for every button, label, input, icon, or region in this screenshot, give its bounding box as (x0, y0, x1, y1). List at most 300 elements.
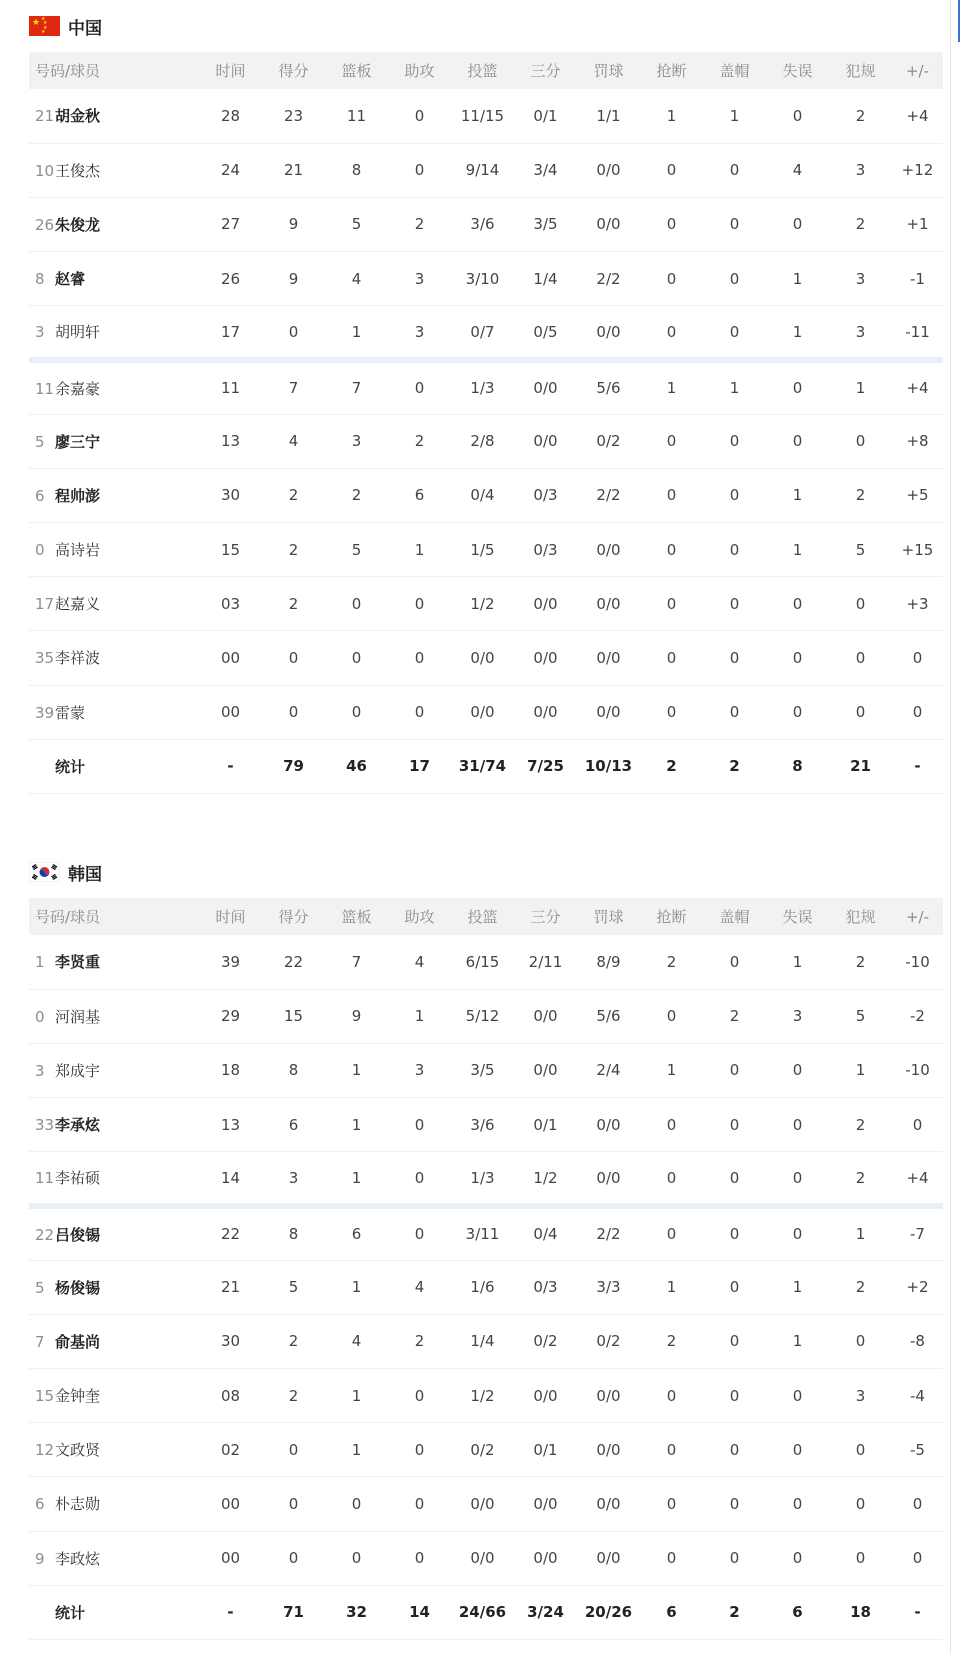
stat-assists: 0 (388, 577, 451, 631)
stat-turnovers: 0 (766, 1098, 829, 1152)
stat-assists: 3 (388, 306, 451, 360)
stat-turnovers: 0 (766, 1423, 829, 1477)
player-row (29, 89, 943, 143)
team-header (29, 846, 923, 898)
stat-points: 23 (262, 89, 325, 143)
team-name: 中国 (68, 18, 102, 39)
stat-plus-minus: -7 (892, 1206, 943, 1260)
stat-rebounds: 9 (325, 989, 388, 1043)
stat-plus-minus: -11 (892, 306, 943, 360)
player-name-link[interactable]: 杨俊锡 (55, 1278, 101, 1297)
column-header-free-throws: 罚球 (593, 62, 624, 80)
stat-field-goals: 1/2 (451, 577, 514, 631)
stat-plus-minus: +4 (892, 360, 943, 414)
player-cell (29, 577, 199, 631)
page-edge-divider (950, 0, 951, 1653)
total-points: 79 (262, 739, 325, 793)
stat-field-goals: 9/14 (451, 143, 514, 197)
stat-blocks: 0 (703, 1098, 766, 1152)
stats-table (29, 52, 943, 794)
player-name-link[interactable]: 李祐硕 (55, 1169, 101, 1188)
stat-fouls: 2 (829, 935, 892, 989)
stat-rebounds: 0 (325, 685, 388, 739)
player-row (29, 1043, 943, 1097)
stat-points: 15 (262, 989, 325, 1043)
team-total-row (29, 739, 943, 793)
stat-steals: 1 (640, 1260, 703, 1314)
stat-rebounds: 7 (325, 935, 388, 989)
player-cell (29, 631, 199, 685)
stat-turnovers: 1 (766, 306, 829, 360)
jersey-number: 26 (35, 215, 55, 234)
stat-steals: 0 (640, 414, 703, 468)
stat-blocks: 0 (703, 414, 766, 468)
stat-rebounds: 6 (325, 1206, 388, 1260)
stat-turnovers: 0 (766, 685, 829, 739)
stat-assists: 0 (388, 1152, 451, 1206)
stat-assists: 0 (388, 1206, 451, 1260)
stat-points: 8 (262, 1043, 325, 1097)
stat-free-throws: 0/0 (577, 685, 640, 739)
stat-turnovers: 1 (766, 1314, 829, 1368)
stat-turnovers: 1 (766, 935, 829, 989)
stat-three-pointers: 1/4 (514, 252, 577, 306)
total-minutes: - (199, 739, 262, 793)
stat-fouls: 5 (829, 523, 892, 577)
jersey-number: 3 (35, 323, 45, 342)
stat-steals: 0 (640, 1098, 703, 1152)
player-name-link[interactable]: 赵嘉义 (55, 595, 101, 614)
player-row (29, 631, 943, 685)
stat-three-pointers: 0/1 (514, 1423, 577, 1477)
player-row (29, 989, 943, 1043)
stat-points: 2 (262, 1369, 325, 1423)
stat-fouls: 0 (829, 1531, 892, 1585)
jersey-number: 9 (35, 1549, 45, 1568)
stat-blocks: 0 (703, 685, 766, 739)
stats-table (29, 898, 943, 1640)
stat-rebounds: 1 (325, 306, 388, 360)
stat-free-throws: 8/9 (577, 935, 640, 989)
stat-minutes: 28 (199, 89, 262, 143)
player-name-link[interactable]: 文政贤 (55, 1441, 101, 1460)
stat-steals: 2 (640, 1314, 703, 1368)
player-row (29, 1206, 943, 1260)
jersey-number: 5 (35, 1278, 45, 1297)
player-cell (29, 252, 199, 306)
stat-assists: 6 (388, 468, 451, 522)
jersey-number: 15 (35, 1387, 55, 1406)
stat-assists: 0 (388, 1369, 451, 1423)
stat-three-pointers: 0/4 (514, 1206, 577, 1260)
stat-free-throws: 0/0 (577, 306, 640, 360)
stat-three-pointers: 0/1 (514, 1098, 577, 1152)
stat-free-throws: 0/2 (577, 1314, 640, 1368)
stat-plus-minus: +3 (892, 577, 943, 631)
stat-steals: 0 (640, 1152, 703, 1206)
player-row (29, 685, 943, 739)
player-row (29, 1477, 943, 1531)
stat-plus-minus: +8 (892, 414, 943, 468)
stat-points: 3 (262, 1152, 325, 1206)
stat-assists: 0 (388, 1477, 451, 1531)
total-blocks: 2 (703, 1585, 766, 1639)
stat-plus-minus: +15 (892, 523, 943, 577)
stat-assists: 3 (388, 1043, 451, 1097)
stat-free-throws: 0/0 (577, 1152, 640, 1206)
stat-plus-minus: 0 (892, 1477, 943, 1531)
stat-fouls: 0 (829, 1477, 892, 1531)
player-name-link[interactable]: 赵睿 (55, 270, 86, 289)
stat-steals: 0 (640, 1206, 703, 1260)
stat-plus-minus: -4 (892, 1369, 943, 1423)
stat-minutes: 14 (199, 1152, 262, 1206)
stat-free-throws: 2/2 (577, 468, 640, 522)
stat-points: 0 (262, 631, 325, 685)
stat-minutes: 11 (199, 360, 262, 414)
stat-plus-minus: -5 (892, 1423, 943, 1477)
header-row (29, 52, 943, 89)
stat-plus-minus: +2 (892, 1260, 943, 1314)
stat-turnovers: 0 (766, 577, 829, 631)
stat-turnovers: 1 (766, 523, 829, 577)
stat-turnovers: 1 (766, 468, 829, 522)
stat-turnovers: 0 (766, 1152, 829, 1206)
player-name-link[interactable]: 李贤重 (55, 953, 101, 972)
column-header-three-pointers: 三分 (530, 908, 561, 926)
stat-steals: 0 (640, 1423, 703, 1477)
total-points: 71 (262, 1585, 325, 1639)
stat-rebounds: 4 (325, 252, 388, 306)
player-name-link[interactable]: 余嘉豪 (55, 379, 101, 398)
stat-three-pointers: 2/11 (514, 935, 577, 989)
stat-three-pointers: 3/5 (514, 197, 577, 251)
column-header-steals: 抢断 (656, 62, 687, 80)
stat-assists: 2 (388, 197, 451, 251)
total-turnovers: 8 (766, 739, 829, 793)
stat-field-goals: 3/11 (451, 1206, 514, 1260)
player-cell (29, 1531, 199, 1585)
player-cell (29, 197, 199, 251)
stat-blocks: 0 (703, 1477, 766, 1531)
stat-blocks: 0 (703, 468, 766, 522)
total-assists: 17 (388, 739, 451, 793)
jersey-number: 0 (35, 541, 45, 560)
player-row (29, 1531, 943, 1585)
player-name-link[interactable]: 吕俊锡 (55, 1225, 101, 1244)
jersey-number: 17 (35, 595, 55, 614)
player-cell (29, 306, 199, 360)
stat-field-goals: 1/3 (451, 1152, 514, 1206)
jersey-number: 1 (35, 953, 45, 972)
stat-plus-minus: +1 (892, 197, 943, 251)
jersey-number: 0 (35, 1007, 45, 1026)
stat-minutes: 00 (199, 631, 262, 685)
stat-blocks: 2 (703, 989, 766, 1043)
player-name-link[interactable]: 胡金秋 (55, 107, 101, 126)
team-total-row (29, 1585, 943, 1639)
stat-minutes: 30 (199, 1314, 262, 1368)
stat-minutes: 30 (199, 468, 262, 522)
stat-minutes: 21 (199, 1260, 262, 1314)
total-field-goals: 31/74 (451, 739, 514, 793)
stat-blocks: 0 (703, 143, 766, 197)
stat-minutes: 17 (199, 306, 262, 360)
total-label: 统计 (29, 739, 199, 793)
player-cell (29, 1260, 199, 1314)
stat-field-goals: 3/6 (451, 197, 514, 251)
total-free-throws: 10/13 (577, 739, 640, 793)
stat-blocks: 0 (703, 306, 766, 360)
jersey-number: 6 (35, 486, 45, 505)
jersey-number: 11 (35, 1169, 55, 1188)
stat-points: 9 (262, 252, 325, 306)
total-assists: 14 (388, 1585, 451, 1639)
stat-points: 0 (262, 1477, 325, 1531)
player-row (29, 1423, 943, 1477)
stat-steals: 0 (640, 523, 703, 577)
total-fouls: 21 (829, 739, 892, 793)
stat-blocks: 0 (703, 1531, 766, 1585)
stat-fouls: 1 (829, 1043, 892, 1097)
team-header (29, 0, 923, 52)
stat-points: 2 (262, 1314, 325, 1368)
column-header-fouls: 犯规 (845, 62, 876, 80)
stat-plus-minus: 0 (892, 685, 943, 739)
stat-points: 4 (262, 414, 325, 468)
player-cell (29, 523, 199, 577)
stat-field-goals: 1/5 (451, 523, 514, 577)
jersey-number: 22 (35, 1225, 55, 1244)
stat-fouls: 1 (829, 360, 892, 414)
team-section-korea (29, 846, 930, 1640)
column-header-steals: 抢断 (656, 908, 687, 926)
stat-fouls: 0 (829, 1423, 892, 1477)
stat-free-throws: 0/0 (577, 1423, 640, 1477)
stat-points: 0 (262, 685, 325, 739)
jersey-number: 35 (35, 649, 55, 668)
jersey-number: 7 (35, 1332, 45, 1351)
stat-turnovers: 0 (766, 1043, 829, 1097)
stat-field-goals: 3/6 (451, 1098, 514, 1152)
stat-fouls: 2 (829, 89, 892, 143)
player-cell (29, 360, 199, 414)
player-row (29, 1369, 943, 1423)
stat-points: 7 (262, 360, 325, 414)
total-steals: 6 (640, 1585, 703, 1639)
stat-points: 2 (262, 577, 325, 631)
stat-three-pointers: 0/0 (514, 1477, 577, 1531)
player-cell (29, 414, 199, 468)
player-name-link[interactable]: 程帅澎 (55, 486, 101, 505)
stat-field-goals: 0/0 (451, 1477, 514, 1531)
jersey-number: 39 (35, 703, 55, 722)
total-rebounds: 46 (325, 739, 388, 793)
player-name-link[interactable]: 郑成宇 (55, 1061, 101, 1080)
stat-minutes: 39 (199, 935, 262, 989)
stat-field-goals: 1/3 (451, 360, 514, 414)
player-cell (29, 1369, 199, 1423)
stat-three-pointers: 3/4 (514, 143, 577, 197)
player-name-link[interactable]: 廖三宁 (55, 432, 101, 451)
stat-minutes: 22 (199, 1206, 262, 1260)
stat-free-throws: 0/0 (577, 143, 640, 197)
stat-minutes: 26 (199, 252, 262, 306)
column-header-field-goals: 投篮 (467, 908, 498, 926)
stat-three-pointers: 0/1 (514, 89, 577, 143)
stat-assists: 0 (388, 1423, 451, 1477)
stat-assists: 0 (388, 89, 451, 143)
column-header-assists: 助攻 (404, 62, 435, 80)
stat-assists: 0 (388, 685, 451, 739)
stat-steals: 0 (640, 197, 703, 251)
stat-free-throws: 1/1 (577, 89, 640, 143)
team-section-china (29, 0, 934, 794)
stat-points: 22 (262, 935, 325, 989)
player-cell (29, 1206, 199, 1260)
stat-points: 2 (262, 523, 325, 577)
stat-plus-minus: -2 (892, 989, 943, 1043)
stat-free-throws: 2/4 (577, 1043, 640, 1097)
total-fouls: 18 (829, 1585, 892, 1639)
player-name-link[interactable]: 朱俊龙 (55, 215, 101, 234)
stat-free-throws: 0/0 (577, 1369, 640, 1423)
column-header-minutes: 时间 (215, 62, 246, 80)
stat-rebounds: 1 (325, 1369, 388, 1423)
jersey-number: 21 (35, 107, 55, 126)
stat-blocks: 0 (703, 1043, 766, 1097)
player-name-link[interactable]: 金钟奎 (55, 1387, 101, 1406)
player-row (29, 523, 943, 577)
stat-field-goals: 1/6 (451, 1260, 514, 1314)
stat-fouls: 2 (829, 1260, 892, 1314)
player-name-link[interactable]: 高诗岩 (55, 541, 101, 560)
stat-steals: 0 (640, 1531, 703, 1585)
stat-minutes: 02 (199, 1423, 262, 1477)
player-row (29, 252, 943, 306)
player-name-link[interactable]: 朴志勋 (55, 1495, 101, 1514)
total-plus-minus: - (892, 739, 943, 793)
stat-turnovers: 0 (766, 1531, 829, 1585)
player-name-link[interactable]: 李政炫 (55, 1549, 101, 1568)
stat-rebounds: 11 (325, 89, 388, 143)
stat-fouls: 2 (829, 1098, 892, 1152)
stat-fouls: 2 (829, 468, 892, 522)
stat-rebounds: 5 (325, 523, 388, 577)
player-name-link[interactable]: 雷蒙 (55, 703, 86, 722)
column-header-turnovers: 失误 (782, 62, 813, 80)
jersey-number: 10 (35, 161, 55, 180)
stat-free-throws: 0/0 (577, 197, 640, 251)
player-name-link[interactable]: 李承炫 (55, 1116, 101, 1135)
stat-free-throws: 0/0 (577, 577, 640, 631)
stat-fouls: 3 (829, 306, 892, 360)
jersey-number: 5 (35, 432, 45, 451)
stat-rebounds: 1 (325, 1423, 388, 1477)
stat-three-pointers: 0/3 (514, 523, 577, 577)
stat-plus-minus: -10 (892, 1043, 943, 1097)
header-row (29, 898, 943, 935)
stat-field-goals: 0/0 (451, 1531, 514, 1585)
total-minutes: - (199, 1585, 262, 1639)
stat-three-pointers: 0/3 (514, 1260, 577, 1314)
player-cell (29, 1152, 199, 1206)
player-name-link[interactable]: 李祥波 (55, 649, 101, 668)
stat-three-pointers: 0/0 (514, 989, 577, 1043)
team-name: 韩国 (68, 864, 102, 885)
player-cell (29, 685, 199, 739)
stat-minutes: 13 (199, 1098, 262, 1152)
player-cell (29, 1043, 199, 1097)
stat-points: 8 (262, 1206, 325, 1260)
stat-plus-minus: 0 (892, 631, 943, 685)
stat-turnovers: 0 (766, 1369, 829, 1423)
player-name-link[interactable]: 胡明轩 (55, 323, 101, 342)
stat-minutes: 00 (199, 685, 262, 739)
total-label: 统计 (29, 1585, 199, 1639)
stat-fouls: 0 (829, 631, 892, 685)
stat-points: 9 (262, 197, 325, 251)
player-row (29, 1098, 943, 1152)
stat-assists: 2 (388, 414, 451, 468)
stat-rebounds: 8 (325, 143, 388, 197)
stat-points: 5 (262, 1260, 325, 1314)
player-name-link[interactable]: 俞基尚 (55, 1332, 101, 1351)
stat-assists: 0 (388, 631, 451, 685)
stat-fouls: 5 (829, 989, 892, 1043)
stat-turnovers: 1 (766, 1260, 829, 1314)
stat-field-goals: 0/0 (451, 685, 514, 739)
player-name-link[interactable]: 王俊杰 (55, 161, 101, 180)
stat-fouls: 2 (829, 1152, 892, 1206)
stat-fouls: 3 (829, 143, 892, 197)
stat-fouls: 0 (829, 1314, 892, 1368)
china-flag-icon: ★ ★ ★ ★ ★ (29, 16, 60, 36)
column-header-minutes: 时间 (215, 908, 246, 926)
stat-free-throws: 2/2 (577, 1206, 640, 1260)
stat-minutes: 24 (199, 143, 262, 197)
player-cell (29, 468, 199, 522)
stat-plus-minus: 0 (892, 1531, 943, 1585)
jersey-number: 12 (35, 1441, 55, 1460)
stat-steals: 0 (640, 1477, 703, 1531)
stat-fouls: 3 (829, 252, 892, 306)
stat-steals: 1 (640, 89, 703, 143)
total-plus-minus: - (892, 1585, 943, 1639)
stat-blocks: 0 (703, 935, 766, 989)
stat-field-goals: 0/2 (451, 1423, 514, 1477)
stat-blocks: 0 (703, 1314, 766, 1368)
stat-three-pointers: 0/0 (514, 414, 577, 468)
stat-minutes: 03 (199, 577, 262, 631)
jersey-number: 3 (35, 1061, 45, 1080)
stat-plus-minus: -10 (892, 935, 943, 989)
stat-plus-minus: -8 (892, 1314, 943, 1368)
stat-field-goals: 3/5 (451, 1043, 514, 1097)
stat-three-pointers: 0/0 (514, 1531, 577, 1585)
stat-minutes: 18 (199, 1043, 262, 1097)
stat-free-throws: 0/2 (577, 414, 640, 468)
stat-field-goals: 0/7 (451, 306, 514, 360)
stat-rebounds: 7 (325, 360, 388, 414)
stat-turnovers: 3 (766, 989, 829, 1043)
stat-fouls: 3 (829, 1369, 892, 1423)
total-three-pointers: 3/24 (514, 1585, 577, 1639)
player-row (29, 468, 943, 522)
player-row (29, 143, 943, 197)
player-name-link[interactable]: 河润基 (55, 1007, 101, 1026)
stat-rebounds: 4 (325, 1314, 388, 1368)
